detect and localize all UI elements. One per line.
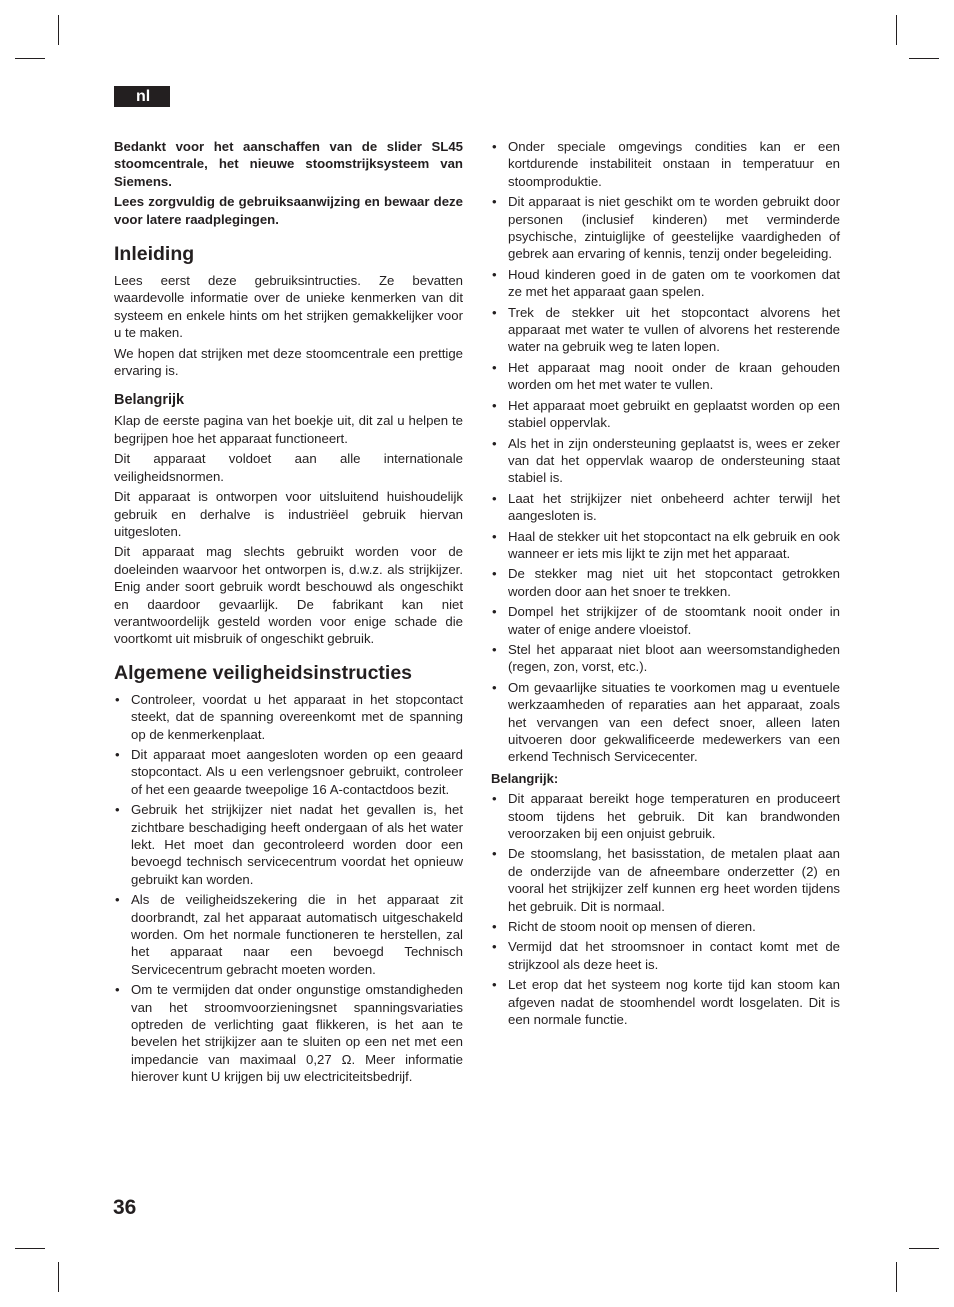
- belangrijk-label: Belangrijk:: [491, 770, 559, 786]
- list-item: • Controleer, voordat u het apparaat in het stopcontact steekt, dat de spanning overeenkomt met de spanning op de kenmerkenplaat.: [114, 691, 463, 743]
- crop-mark: [896, 15, 897, 45]
- right-column: [491, 138, 840, 1032]
- paragraph: Dit apparaat voldoet aan alle internationale veiligheidsnormen.: [114, 451, 463, 484]
- crop-mark: [15, 58, 45, 59]
- page-number: 36: [113, 1196, 137, 1219]
- list-item: • Als de veiligheidszekering die in het apparaat zit doorbrandt, zal het apparaat automatisch uitgeschakeld worden. Om het normale functioneren te herstellen, zal het apparaat naar een bevoegd Technisch Servicecentrum gebracht moeten worden.: [114, 891, 463, 978]
- paragraph: Dit apparaat mag slechts gebruikt worden voor de doeleinden waarvoor het ontworpen is, d.w.z. als strijkijzer. Enig ander soort gebruik wordt beschouwd als ongeschikt en daardoor gevaarlijk. De fabrikant kan niet verantwoordelijk gesteld worden voor enige schade die voortkomt uit misbruik of ongeschikt gebruik.: [114, 544, 463, 647]
- list-item: • Het apparaat moet gebruikt en geplaatst worden op een stabiel oppervlak.: [491, 397, 840, 432]
- list-item: • Dit apparaat is niet geschikt om te worden gebruikt door personen (inclusief kinderen) met verminderde psychische, zintuiglijke of geestelijke vaardigheden of gebrek aan ervaring of kennis, tenzij onder begeleiding.: [491, 193, 840, 263]
- intro-paragraph: Bedankt voor het aanschaffen van de slider SL45 stoomcentrale, het nieuwe stoomstrijksysteem van Siemens.: [114, 139, 463, 189]
- list-item: • Het apparaat mag nooit onder de kraan gehouden worden om het met water te vullen.: [491, 359, 840, 394]
- safety-list-continued: [491, 138, 840, 766]
- list-item: • Trek de stekker uit het stopcontact alvorens het apparaat met water te vullen of alvorens het resterende water na gebruik weg te laten lopen.: [491, 304, 840, 356]
- paragraph: Dit apparaat is ontworpen voor uitsluitend huishoudelijk gebruik en derhalve is industriëel gebruik hiervan uitgesloten.: [114, 489, 463, 539]
- section-heading-safety: Algemene veiligheidsinstructies: [114, 661, 413, 684]
- list-item: • Dit apparaat moet aangesloten worden op een geaard stopcontact. Als u een verlengsnoer gebruikt, controleer of het een geaarde tweepolige 16 A-contactdoos bezit.: [114, 746, 463, 798]
- intro-paragraph: Lees zorgvuldig de gebruiksaanwijzing en bewaar deze voor latere raadplegingen.: [114, 194, 463, 227]
- language-tag: nl: [114, 86, 170, 107]
- crop-mark: [896, 1262, 897, 1292]
- safety-list: [114, 691, 463, 1086]
- list-item: • Richt de stoom nooit op mensen of dieren.: [491, 918, 840, 935]
- list-item: • Houd kinderen goed in de gaten om te voorkomen dat ze met het apparaat gaan spelen.: [491, 266, 840, 301]
- crop-mark: [909, 58, 939, 59]
- crop-mark: [909, 1248, 939, 1249]
- subheading-belangrijk: Belangrijk: [114, 392, 185, 409]
- list-item: • De stekker mag niet uit het stopcontact getrokken worden door aan het snoer te trekken.: [491, 565, 840, 600]
- crop-mark: [58, 15, 59, 45]
- list-item: • Als het in zijn ondersteuning geplaatst is, wees er zeker van dat het oppervlak waarop de ondersteuning staat stabiel is.: [491, 435, 840, 487]
- list-item: • De stoomslang, het basisstation, de metalen plaat aan de onderzijde van de afneembare onderzetter (2) en vooral het strijkijzer zelf kunnen erg heet worden tijdens het gebruik. Dit is normaal.: [491, 845, 840, 915]
- paragraph: We hopen dat strijken met deze stoomcentrale een prettige ervaring is.: [114, 345, 463, 379]
- list-item: • Om gevaarlijke situaties te voorkomen mag u eventuele werkzaamheden of reparaties aan het apparaat, zoals het vervangen van een defect snoer, alleen laten uitvoeren door gekwalificeerde medewerkers van een erkend Technisch Servicecenter.: [491, 679, 840, 766]
- list-item: • Let erop dat het systeem nog korte tijd kan stoom kan afgeven nadat de stoomhendel wordt losgelaten. Dit is een normale functie.: [491, 976, 840, 1028]
- paragraph: Lees eerst deze gebruiksintructies. Ze bevatten waardevolle informatie over de unieke kenmerken van dit systeem en enkele hints om het strijken gemakkelijker voor u te maken.: [114, 273, 463, 341]
- list-item: • Dit apparaat bereikt hoge temperaturen en produceert stoom tijdens het gebruik. Dit kan brandwonden veroorzaken bij een onjuist gebruik.: [491, 790, 840, 842]
- left-column: [114, 138, 463, 1089]
- paragraph: Klap de eerste pagina van het boekje uit, dit zal u helpen te begrijpen hoe het apparaat functioneert.: [114, 413, 463, 446]
- list-item: • Haal de stekker uit het stopcontact na elk gebruik en ook wanneer er iets mis lijkt te zijn met het apparaat.: [491, 528, 840, 563]
- crop-mark: [58, 1262, 59, 1292]
- belangrijk-list: [491, 790, 840, 1028]
- list-item: • Gebruik het strijkijzer niet nadat het gevallen is, het zichtbare beschadiging heeft ondergaan of als het water lekt. Het moet dan gecontroleerd worden door een bevoegd technisch servicecentrum voordat het opnieuw gebruikt kan worden.: [114, 801, 463, 888]
- list-item: • Dompel het strijkijzer of de stoomtank nooit onder in water of enige andere vloeistof.: [491, 603, 840, 638]
- list-item: • Om te vermijden dat onder ongunstige omstandigheden van het stroomvoorzieningsnet spanningsvariaties optreden de verlichting gaat flikkeren, is het aan te bevelen het strijkijzer aan te sluiten op een net met een impedancie van maximaal 0,27 Ω. Meer informatie hierover kunt U krijgen bij uw electriciteitsbedrijf.: [114, 981, 463, 1085]
- section-heading-inleiding: Inleiding: [114, 243, 195, 266]
- list-item: • Onder speciale omgevings condities kan er een kortdurende instabiliteit onstaan in temperatuur en stoomproduktie.: [491, 138, 840, 190]
- list-item: • Laat het strijkijzer niet onbeheerd achter terwijl het aangesloten is.: [491, 490, 840, 525]
- list-item: • Vermijd dat het stroomsnoer in contact komt met de strijkzool als deze heet is.: [491, 938, 840, 973]
- crop-mark: [15, 1248, 45, 1249]
- list-item: • Stel het apparaat niet bloot aan weersomstandigheden (regen, zon, vorst, etc.).: [491, 641, 840, 676]
